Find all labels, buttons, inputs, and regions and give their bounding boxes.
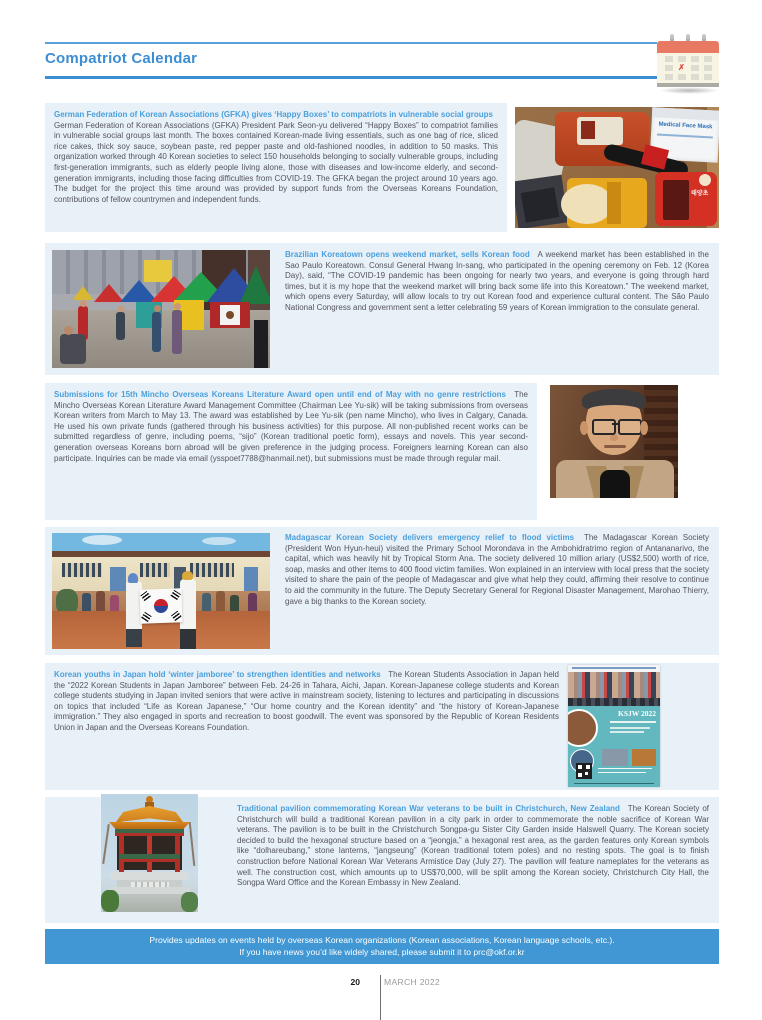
lee-yu-sik-portrait-photo bbox=[550, 385, 678, 498]
article-heading: Madagascar Korean Society delivers emergency relief to flood victims bbox=[285, 533, 575, 542]
article-heading: German Federation of Korean Associations (GFKA) gives ‘Happy Boxes’ to compatriots in vulnerable social groups bbox=[54, 110, 493, 119]
pepper-tub-label: 태양초 bbox=[691, 191, 709, 197]
calendar-x-mark: ✗ bbox=[678, 63, 685, 72]
article-body: The Korean Students Association in Japan held the “2022 Korean Students in Japan Jamboree” between Feb. 24-26 in Tahara, Aichi, Japan. Korean-Japanese college students and Korean college students studying in Japan invited seniors that were active in mainstream society, listening to lectures and participating in discussions on topics that included “Life as Korean Japanese,” “Our home country and the Korean identity” and “the history of Korean-Japanese immigration.” They also engaged in sports and recreation to boost goodwill. The event was sponsored by the Republic of Korean Residents Union in Japan and the Overseas Koreans Foundation. bbox=[54, 670, 560, 732]
page-footer bbox=[0, 977, 762, 987]
article-body: The Madagascar Korean Society (President Won Hyun-heui) visited the Primary School Morondava in the Ambohidratrimo region of Antananarivo, the capital, which was heavily hit by Tropical Storm Ana. The society delivered 10 million ariary (US$2,500) worth of rice, soap, masks and other items to 400 flood victim families. Won explained in an interview with local press that the society visited to share the pain of the people of Madagascar and give what help they could, affirming their resolve to continue to aid the community in the future. The Deputy Secretary General for Regional Disaster Management, Marohao Thierry, gave a big thanks to the Korean society. bbox=[285, 533, 709, 606]
article-heading: Korean youths in Japan hold ‘winter jamboree’ to strengthen identities and networks bbox=[54, 670, 381, 679]
article-row-gfka bbox=[45, 103, 719, 232]
article-heading: Submissions for 15th Mincho Overseas Koreans Literature Award open until end of May with no genre restrictions bbox=[54, 390, 506, 399]
pavilion-photo bbox=[101, 794, 198, 912]
glasses bbox=[592, 419, 616, 435]
header-rule-top bbox=[45, 42, 657, 44]
article-row-pavilion bbox=[45, 797, 719, 923]
article-row-koreatown bbox=[45, 243, 719, 375]
poster-title: KSJW 2022 bbox=[618, 709, 656, 718]
article-body: A weekend market has been established in the Sao Paulo Koreatown. Consul General Hwang In-sang, who participated in the opening ceremony on Feb. 12 (Korea Day), said, “The COVID-19 pandemic has been ongoing for nearly two years, and everyone is going through hard times, but it is my hope that the weekend market will bring back some life into this Koreatown.” The weekend market, which opens every Saturday, will allow locals to try out Korean food and experience cultural content. The São Paulo National Congress and government sent a letter celebrating 59 years of Korean immigration to the consulate general. bbox=[285, 250, 709, 312]
article-body: German Federation of Korean Associations (GFKA) President Park Seon-yu delivered “Happy Boxes” to compatriot families in vulnerable social groups last month. The boxes contained Korean-made living essentials, such as one bag of rice, sliced rice cakes, thick soy sauce, soybean paste, red pepper paste and old-fashioned noodles, in addition to 50 masks. This organization worked through 40 Korean societies to select 150 households belonging to socially vulnerable groups, including first-generation immigrants, such as elderly people living alone, those with diseases and low-income elderly, and second-generation immigrants, including those facing difficulties from COVID-19. The GFKA began the project around 10 years ago. The budget for the project this time around was provided by support funds from the Overseas Koreans Foundation, contributions of fellow countrymen and independent funds. bbox=[54, 120, 498, 204]
calendar-icon bbox=[657, 34, 719, 94]
article-row-madagascar bbox=[45, 527, 719, 655]
issue-label: MARCH 2022 bbox=[384, 977, 441, 987]
noodle-bag bbox=[567, 178, 647, 228]
article-row-mincho bbox=[45, 383, 719, 520]
submission-banner bbox=[45, 929, 719, 964]
article-row-jamboree bbox=[45, 663, 719, 790]
footer-divider-line bbox=[380, 975, 381, 1020]
pepper-paste-tub bbox=[655, 172, 717, 226]
article-heading: Traditional pavilion commemorating Korean War veterans to be built in Christchurch, New Zealand bbox=[237, 804, 620, 813]
korean-flag bbox=[139, 588, 182, 623]
poster-circle-photo bbox=[568, 709, 598, 747]
banner-line2: If you have news you’d like widely shared, please submit it to prc@okf.or.kr bbox=[239, 947, 525, 957]
weekend-market-photo bbox=[52, 250, 270, 368]
banner-line1: Provides updates on events held by overseas Korean organizations (Korean associations, Korean language schools, etc.). bbox=[149, 935, 615, 945]
article-body: The Mincho Overseas Korean Literature Award Management Committee (Chairman Lee Yu-sik) will be taking submissions from overseas Korean writers from March to May 13. The award was established by Lee Yu-sik (pen name Mincho), who lives in Calgary, Canada. He used his own private funds (gathered through his business activities) for this purpose. All non-published recent works can be submitted regardless of genre, including poems, “sijo” (Korean traditional poetic form), essays and novels. This year second-generation overseas Koreans born abroad will be given preference in the judging process. Foreigners learning Korean can also participate. Inquiries can be made via email (ysspoet7788@hanmail.net), but submissions must be made through regular mail. bbox=[54, 390, 528, 463]
flag-on-tent bbox=[210, 302, 250, 328]
qr-code bbox=[576, 763, 592, 779]
article-body: The Korean Society of Christchurch will build a traditional Korean pavilion in a city park in order to commemorate the noble sacrifice of Korean War veterans. The pavilion is to be built in the Christchurch Songpa-gu Sister City Garden inside Halswell Quarry. The Korean society decided to build the hexagonal structure based on a “jeongja,” a hexagonal rest area, as the garden features only Korean symbols like “dolhareubang,” stone lanterns, “jangseung” (Korean traditional totem poles) and no resting spots. The goal is to finish construction before National Korean War Veterans Armistice Day (July 27). The pavilion will feature nameplates for the veterans as well. The construction cost, which amounts up to US$70,000, will be split among the Korean society, Christchurch City Hall, the Songpa Ward Office and the Korean Embassy in New Zealand. bbox=[237, 804, 710, 888]
happy-boxes-photo bbox=[515, 107, 719, 228]
page-number: 20 bbox=[350, 977, 360, 987]
article-heading: Brazilian Koreatown opens weekend market, sells Korean food bbox=[285, 250, 530, 259]
jamboree-poster-photo bbox=[568, 665, 660, 787]
person-right bbox=[180, 579, 196, 633]
flood-relief-photo bbox=[52, 533, 270, 649]
turtleneck bbox=[600, 470, 630, 498]
header-rule-bottom bbox=[45, 76, 657, 79]
mask-box-label: Medical Face Mask bbox=[658, 121, 713, 131]
page-title: Compatriot Calendar bbox=[45, 50, 198, 67]
